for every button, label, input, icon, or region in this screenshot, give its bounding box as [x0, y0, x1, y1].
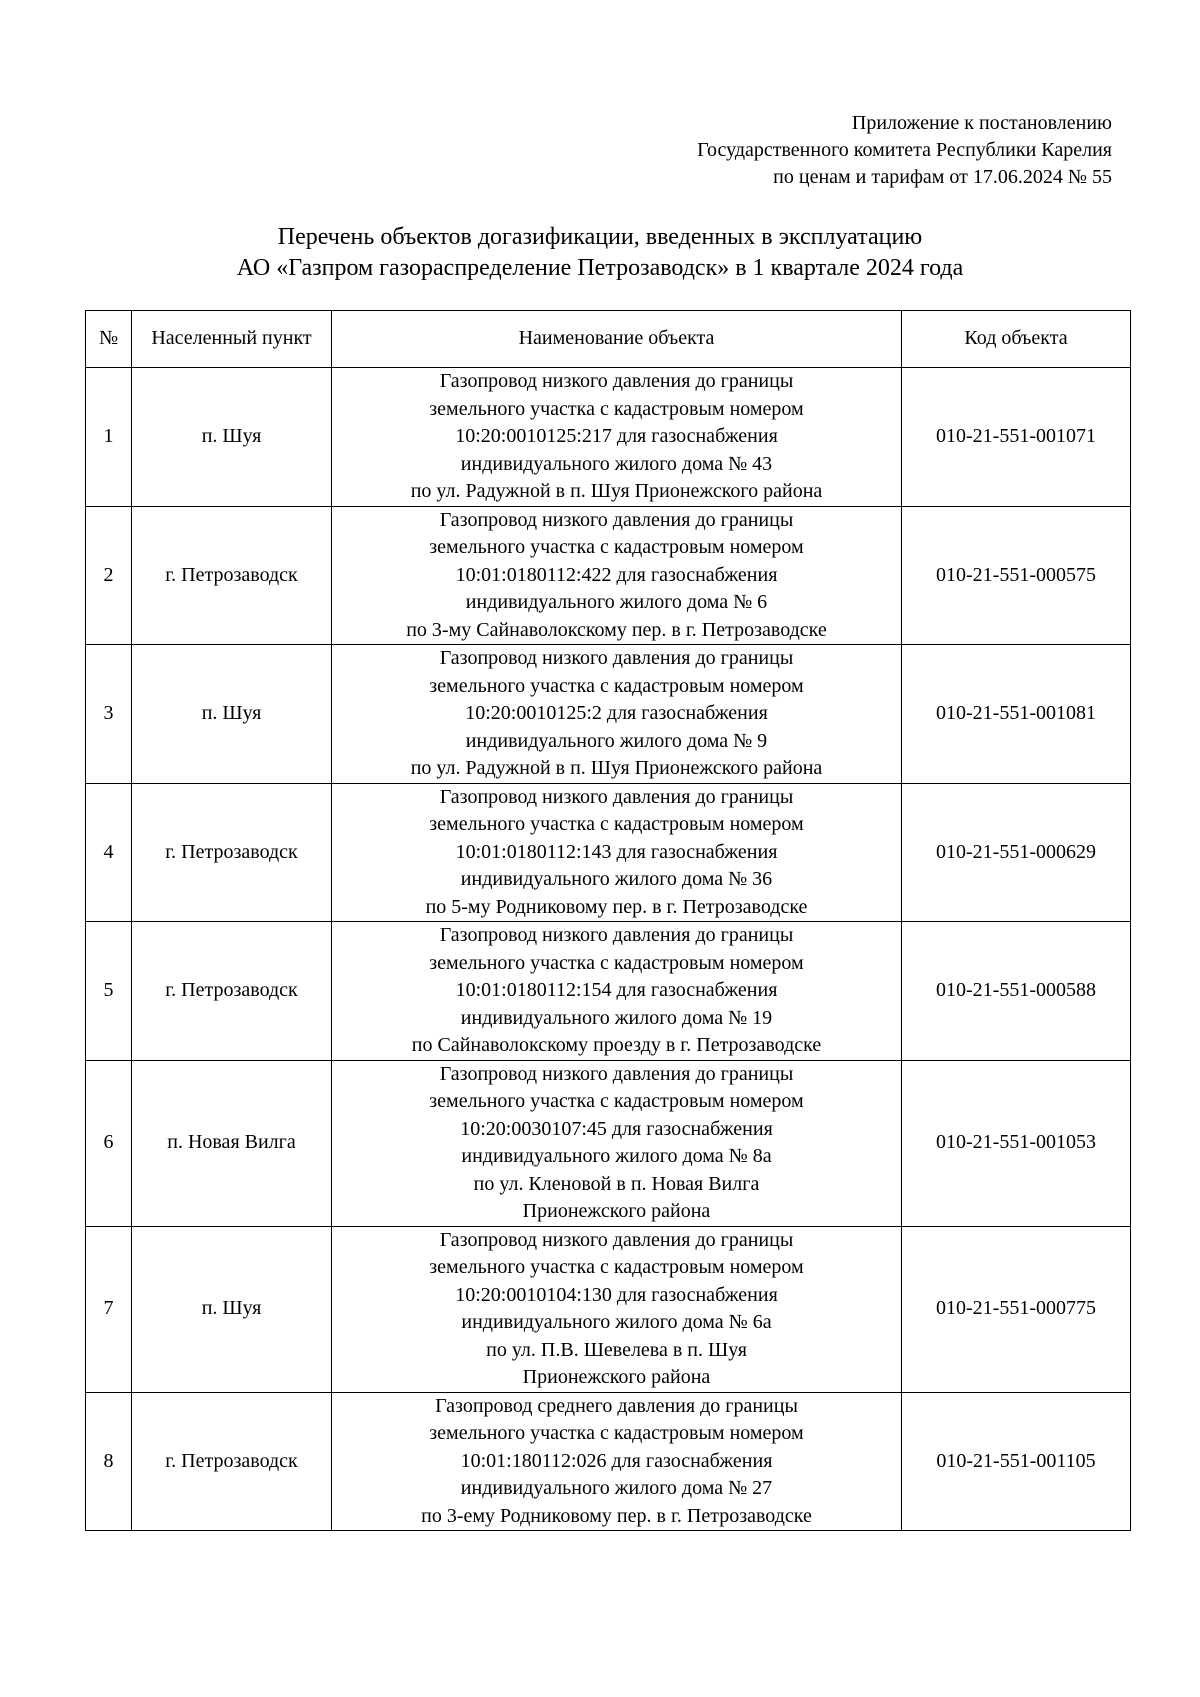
object-name-line: земельного участка с кадастровым номером	[429, 1256, 804, 1278]
object-name-line: по Сайнаволокскому проезду в г. Петрозаводске	[411, 1034, 822, 1056]
object-name-line: индивидуального жилого дома № 9	[465, 729, 768, 752]
row-locality: п. Шуя	[132, 368, 332, 507]
object-name-line: земельного участка с кадастровым номером	[429, 397, 804, 420]
object-name-line: Газопровод низкого давления до границы	[439, 924, 794, 946]
header-name: Наименование объекта	[332, 311, 902, 368]
header-num: №	[86, 311, 132, 368]
object-name-line: 10:20:0010104:130 для газоснабжения	[455, 1283, 778, 1306]
row-object-name	[332, 1226, 902, 1392]
row-locality: г. Петрозаводск	[132, 506, 332, 645]
object-name-line: Прионежского района	[522, 1200, 711, 1222]
header-line-1: Приложение к постановлению	[851, 112, 1112, 134]
object-name-line: земельного участка с кадастровым номером	[429, 951, 804, 974]
object-name-line: 10:01:180112:026 для газоснабжения	[460, 1449, 773, 1472]
object-name-line: 10:01:0180112:143 для газоснабжения	[455, 840, 778, 863]
object-name-line: Газопровод низкого давления до границы	[439, 508, 794, 531]
row-object-code: 010-21-551-000629	[902, 783, 1131, 922]
object-name-line: по 5-му Родниковому пер. в г. Петрозаводске	[425, 895, 808, 918]
object-name-line: 10:01:0180112:422 для газоснабжения	[455, 563, 778, 586]
row-object-name	[332, 783, 902, 922]
object-name-line: Газопровод низкого давления до границы	[439, 785, 794, 808]
appendix-header	[697, 110, 1112, 191]
row-locality: п. Шуя	[132, 1226, 332, 1392]
table-row	[86, 1392, 1131, 1531]
object-name-line: индивидуального жилого дома № 8а	[461, 1145, 772, 1167]
row-locality: г. Петрозаводск	[132, 1392, 332, 1531]
object-name-line: земельного участка с кадастровым номером	[429, 674, 804, 697]
object-name-line: земельного участка с кадастровым номером	[429, 813, 804, 835]
object-name-line: Газопровод низкого давления до границы	[439, 1228, 794, 1251]
object-name-line: по ул. П.В. Шевелева в п. Шуя	[486, 1338, 747, 1361]
object-name-line: по ул. Радужной в п. Шуя Прионежского района	[410, 480, 823, 502]
table-row	[86, 1060, 1131, 1226]
row-object-name	[332, 506, 902, 645]
object-name-line: Прионежского района	[522, 1366, 711, 1388]
header-line-3: по ценам и тарифам от 17.06.2024 № 55	[773, 166, 1112, 188]
row-number: 3	[86, 645, 132, 784]
table-row	[86, 783, 1131, 922]
object-name-line: индивидуального жилого дома № 43	[460, 452, 773, 475]
row-number: 8	[86, 1392, 132, 1531]
object-name-line: Газопровод среднего давления до границы	[435, 1394, 798, 1417]
object-name-line: Газопровод низкого давления до границы	[439, 647, 794, 669]
object-name-line: по 3-му Сайнаволокскому пер. в г. Петрозаводске	[406, 618, 827, 641]
object-name-line: индивидуального жилого дома № 6а	[461, 1311, 772, 1333]
row-object-code: 010-21-551-000588	[902, 922, 1131, 1061]
row-object-code: 010-21-551-000775	[902, 1226, 1131, 1392]
header-code: Код объекта	[902, 311, 1131, 368]
row-number: 6	[86, 1060, 132, 1226]
row-object-name	[332, 1392, 902, 1531]
row-object-name	[332, 368, 902, 507]
row-number: 1	[86, 368, 132, 507]
object-name-line: 10:01:0180112:154 для газоснабжения	[455, 979, 778, 1001]
object-name-line: земельного участка с кадастровым номером	[429, 536, 804, 558]
row-object-code: 010-21-551-001081	[902, 645, 1131, 784]
header-line-2: Государственного комитета Республики Карелия	[697, 139, 1112, 161]
table-row	[86, 1226, 1131, 1392]
object-name-line: 10:20:0030107:45 для газоснабжения	[460, 1117, 773, 1140]
object-name-line: по 3-ему Родниковому пер. в г. Петрозаводске	[421, 1504, 812, 1527]
row-object-code: 010-21-551-001071	[902, 368, 1131, 507]
object-name-line: по ул. Кленовой в п. Новая Вилга	[473, 1172, 760, 1195]
object-name-line: Газопровод низкого давления до границы	[439, 1062, 794, 1085]
table-header-row	[86, 311, 1131, 368]
object-name-line: 10:20:0010125:217 для газоснабжения	[455, 425, 778, 447]
object-name-line: индивидуального жилого дома № 27	[460, 1477, 773, 1499]
row-locality: п. Шуя	[132, 645, 332, 784]
table-row	[86, 922, 1131, 1061]
title-line-1: Перечень объектов догазификации, введенных в эксплуатацию	[277, 224, 923, 250]
row-number: 4	[86, 783, 132, 922]
row-locality: п. Новая Вилга	[132, 1060, 332, 1226]
row-object-code: 010-21-551-000575	[902, 506, 1131, 645]
object-name-line: по ул. Радужной в п. Шуя Прионежского района	[410, 757, 823, 779]
row-locality: г. Петрозаводск	[132, 922, 332, 1061]
table-row	[86, 645, 1131, 784]
table-row	[86, 368, 1131, 507]
row-object-name	[332, 1060, 902, 1226]
object-name-line: земельного участка с кадастровым номером	[429, 1090, 804, 1112]
row-object-code: 010-21-551-001053	[902, 1060, 1131, 1226]
document-title	[0, 222, 1200, 284]
row-object-name	[332, 645, 902, 784]
object-name-line: индивидуального жилого дома № 19	[460, 1006, 773, 1029]
table-row	[86, 506, 1131, 645]
objects-table	[85, 310, 1131, 1531]
object-name-line: индивидуального жилого дома № 36	[460, 868, 773, 890]
title-line-2: АО «Газпром газораспределение Петрозаводск» в 1 квартале 2024 года	[236, 255, 964, 281]
row-locality: г. Петрозаводск	[132, 783, 332, 922]
object-name-line: 10:20:0010125:2 для газоснабжения	[465, 702, 768, 724]
row-object-name	[332, 922, 902, 1061]
object-name-line: земельного участка с кадастровым номером	[429, 1422, 804, 1444]
object-name-line: индивидуального жилого дома № 6	[465, 591, 768, 613]
row-number: 7	[86, 1226, 132, 1392]
row-object-code: 010-21-551-001105	[902, 1392, 1131, 1531]
row-number: 5	[86, 922, 132, 1061]
object-name-line: Газопровод низкого давления до границы	[439, 370, 794, 392]
table-body	[86, 368, 1131, 1531]
row-number: 2	[86, 506, 132, 645]
header-locality: Населенный пункт	[132, 311, 332, 368]
